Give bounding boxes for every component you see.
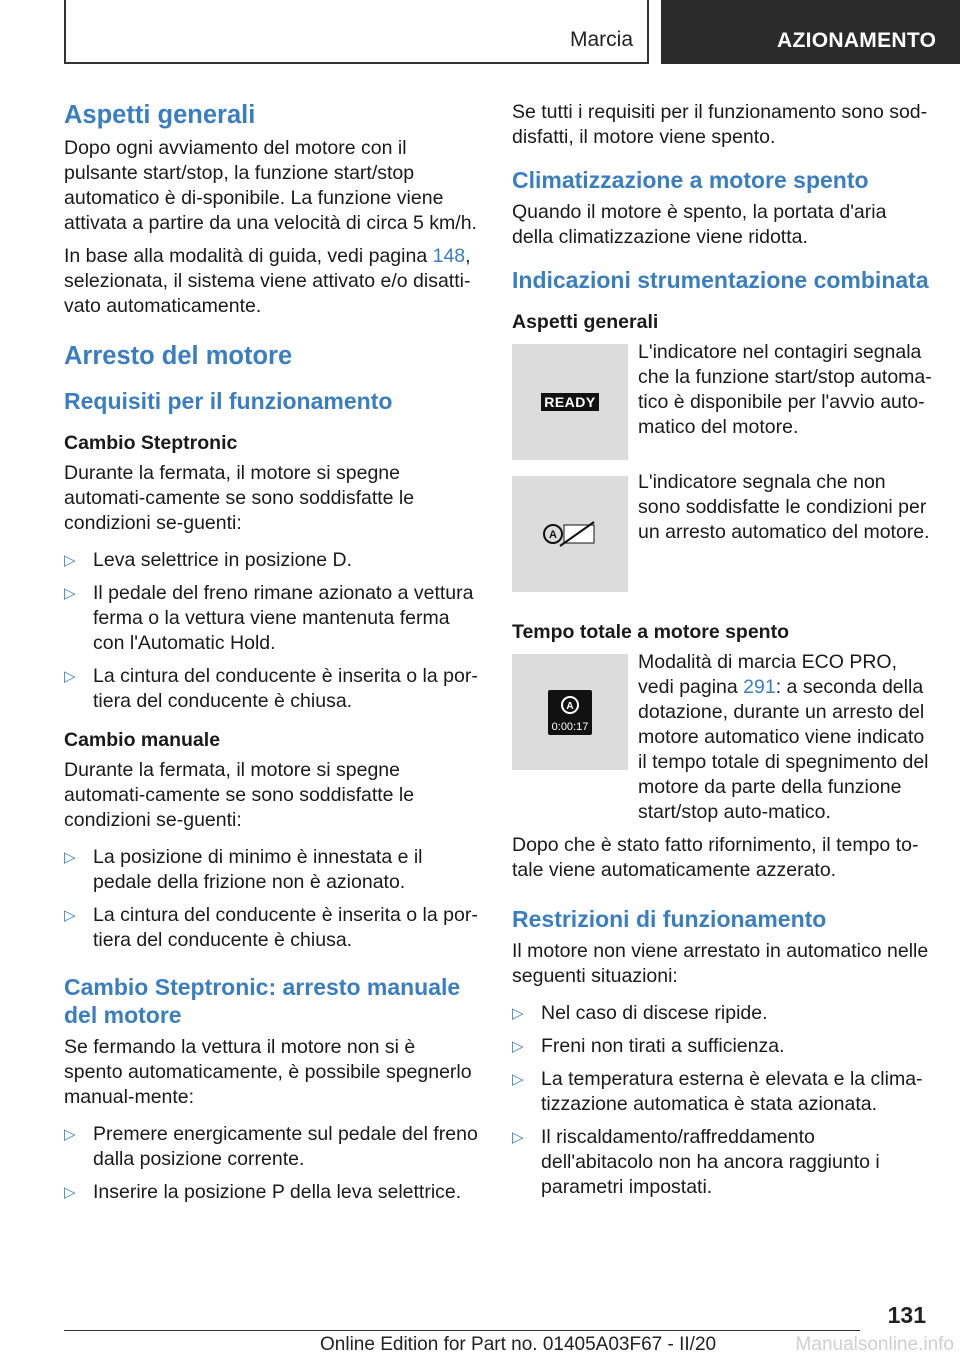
- footer-divider: [64, 1330, 860, 1331]
- paragraph-ready: L'indicatore nel contagiri segnala che la funzione start/stop automa-tico è disponibile per l'avvio auto-matico del motore.: [638, 341, 932, 438]
- paragraph-general-2: In base alla modalità di guida, vedi pagina 148, selezionata, il sistema viene attivato e/o disatti-vato automaticamente.: [64, 245, 471, 317]
- right-column: [512, 100, 932, 1208]
- list-item: ▷ Freni non tirati a sufficienza.: [512, 1035, 785, 1057]
- paragraph-steptronic: Durante la fermata, il motore si spegne automati-camente se sono soddisfatte le condizioni se-guenti:: [64, 462, 415, 534]
- paragraph-manual: Durante la fermata, il motore si spegne automati-camente se sono soddisfatte le condizioni se-guenti:: [64, 759, 415, 831]
- list-item: ▷ Leva selettrice in posizione D.: [64, 549, 353, 571]
- heading-indicators-general: Aspetti generali: [512, 311, 659, 333]
- manual-stop-list: [64, 1122, 478, 1205]
- paragraph-not-ready: L'indicatore segnala che non sono soddisfatte le condizioni per un arresto automatico del motore.: [638, 471, 930, 543]
- list-item: ▷ La cintura del conducente è inserita o la por-tiera del conducente è chiusa.: [64, 904, 478, 951]
- list-item: ▷ Nel caso di discese ripide.: [512, 1002, 768, 1024]
- triangle-bullet-icon: ▷: [512, 1038, 524, 1055]
- ready-label: READY: [541, 393, 599, 411]
- page-link-291[interactable]: 291: [743, 676, 776, 698]
- list-item: ▷ La temperatura esterna è elevata e la clima-tizzazione automatica è stata azionata.: [512, 1068, 923, 1115]
- triangle-bullet-icon: ▷: [512, 1071, 524, 1088]
- paragraph-restrictions: Il motore non viene arrestato in automatico nelle seguenti situazioni:: [512, 940, 929, 987]
- list-item: ▷ Inserire la posizione P della leva selettrice.: [64, 1181, 462, 1203]
- paragraph-manual-stop: Se fermando la vettura il motore non si è spento automaticamente, è possibile spegnerlo manual-mente:: [64, 1036, 472, 1108]
- heading-manual: Cambio manuale: [64, 729, 221, 751]
- timer-figure: [512, 650, 932, 825]
- list-item: ▷ Premere energicamente sul pedale del freno dalla posizione corrente.: [64, 1123, 478, 1170]
- heading-general: Aspetti generali: [64, 101, 256, 129]
- page-number: 131: [887, 1302, 926, 1328]
- triangle-bullet-icon: ▷: [64, 849, 76, 866]
- start-stop-crossed-icon: [542, 519, 598, 549]
- triangle-bullet-icon: ▷: [512, 1129, 524, 1146]
- heading-engine-stop: Arresto del motore: [64, 342, 293, 370]
- heading-climate: Climatizzazione a motore spento: [512, 167, 869, 193]
- list-item: ▷ Il pedale del freno rimane azionato a vettura ferma o la vettura viene mantenuta ferma con l'Automatic Hold.: [64, 582, 474, 654]
- list-item: ▷ La posizione di minimo è innestata e il pedale della frizione non è azionato.: [64, 846, 423, 893]
- paragraph-total-time: Modalità di marcia ECO PRO, vedi pagina 291: a seconda della dotazione, durante un arresto del motore automatico viene indicato il tempo totale di spegnimento del motore da parte della funzione start/stop auto-matico.: [638, 651, 929, 823]
- paragraph-continue: Se tutti i requisiti per il funzionamento sono sod-disfatti, il motore viene spento.: [512, 101, 928, 148]
- restrictions-list: [512, 1001, 932, 1200]
- timer-value: 0:00:17: [551, 720, 589, 733]
- heading-restrictions: Restrizioni di funzionamento: [512, 906, 827, 932]
- ready-figure: [512, 340, 932, 470]
- footer-edition: Online Edition for Part no. 01405A03F67 - II/20: [320, 1334, 717, 1355]
- not-ready-figure: [512, 470, 932, 620]
- heading-indicators: Indicazioni strumentazione combinata: [512, 267, 929, 293]
- header-chapter-tab: AZIONAMENTO: [661, 0, 960, 64]
- header-section-title: Marcia: [569, 28, 633, 51]
- triangle-bullet-icon: ▷: [64, 585, 76, 602]
- triangle-bullet-icon: ▷: [512, 1005, 524, 1022]
- header-frame: [64, 0, 649, 64]
- triangle-bullet-icon: ▷: [64, 668, 76, 685]
- heading-total-time: Tempo totale a motore spento: [512, 621, 789, 643]
- start-stop-a-icon: [559, 694, 581, 716]
- heading-requirements: Requisiti per il funzionamento: [64, 388, 393, 414]
- triangle-bullet-icon: ▷: [64, 1126, 76, 1143]
- timer-display: [548, 690, 593, 735]
- manual-list: [64, 845, 478, 953]
- timer-indicator-image: [512, 654, 628, 770]
- svg-text:A: A: [566, 700, 574, 712]
- heading-steptronic: Cambio Steptronic: [64, 432, 238, 454]
- triangle-bullet-icon: ▷: [64, 1184, 76, 1201]
- footer-watermark: Manualsonline.info: [795, 1334, 954, 1355]
- paragraph-general-1: Dopo ogni avviamento del motore con il pulsante start/stop, la funzione start/stop automatico è di-sponibile. La funzione viene attivata a partire da una velocità di circa 5 km/h.: [64, 137, 477, 234]
- triangle-bullet-icon: ▷: [64, 552, 76, 569]
- heading-manual-stop: Cambio Steptronic: arresto manuale del motore: [64, 974, 461, 1028]
- paragraph-climate: Quando il motore è spento, la portata d'aria della climatizzazione viene ridotta.: [512, 201, 887, 248]
- page-link-148[interactable]: 148: [432, 245, 466, 267]
- ready-indicator-image: [512, 344, 628, 460]
- steptronic-list: [64, 548, 478, 714]
- svg-text:A: A: [549, 529, 557, 541]
- list-item: ▷ Il riscaldamento/raffreddamento dell'abitacolo non ha ancora raggiunto i parametri impostati.: [512, 1126, 880, 1198]
- start-stop-crossed-image: [512, 476, 628, 592]
- triangle-bullet-icon: ▷: [64, 907, 76, 924]
- paragraph-refuel: Dopo che è stato fatto rifornimento, il tempo to-tale viene automaticamente azzerato.: [512, 834, 919, 881]
- left-column: [64, 100, 478, 1213]
- list-item: ▷ La cintura del conducente è inserita o la por-tiera del conducente è chiusa.: [64, 665, 478, 712]
